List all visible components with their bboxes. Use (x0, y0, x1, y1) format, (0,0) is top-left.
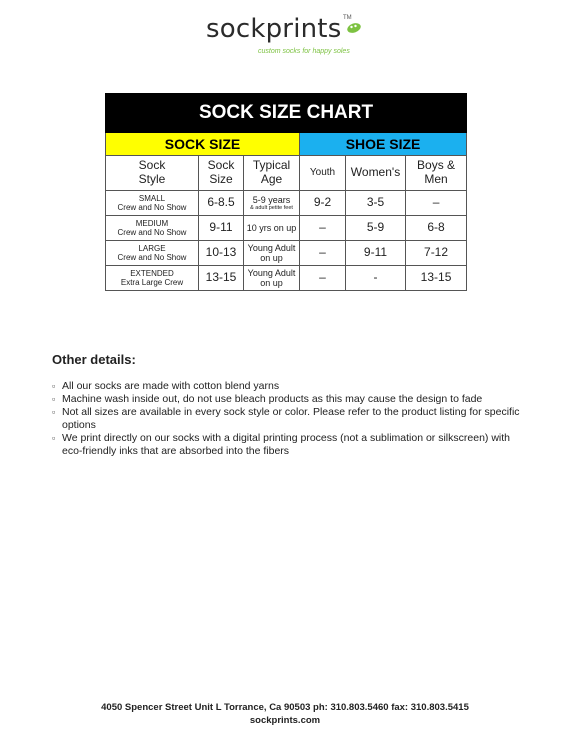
table-row (106, 266, 467, 291)
youth-size-cell: 9-2 (300, 191, 346, 216)
table-row (106, 216, 467, 241)
list-item: ▫ Machine wash inside out, do not use bleach products as this may cause the design to fade (52, 393, 483, 405)
bullet-icon: ▫ (52, 433, 56, 443)
sock-size-chart (105, 93, 467, 291)
column-header-typical-age: Typical Age (244, 156, 300, 191)
brand-tagline: custom socks for happy soles (258, 48, 350, 55)
chart-title: SOCK SIZE CHART (106, 94, 467, 133)
sock-size-cell: 10-13 (199, 241, 244, 266)
footer-website: sockprints.com (249, 715, 321, 726)
other-details-heading: Other details: (52, 352, 136, 367)
sock-size-section-header: SOCK SIZE (106, 133, 300, 156)
womens-size-cell: 9-11 (346, 241, 406, 266)
column-header-boys-men: Boys & Men (406, 156, 467, 191)
womens-size-cell: 3-5 (346, 191, 406, 216)
typical-age-cell: 5-9 years & adult petite feet (244, 191, 300, 216)
men-size-cell: 6-8 (406, 216, 467, 241)
youth-size-cell: – (300, 266, 346, 291)
womens-size-cell: 5-9 (346, 216, 406, 241)
brand-name: sockprints (206, 14, 342, 44)
youth-size-cell: – (300, 241, 346, 266)
bullet-icon: ▫ (52, 394, 56, 404)
column-header-sock-size: Sock Size (199, 156, 244, 191)
trademark-mark: TM (343, 15, 352, 21)
sock-style-cell: SMALL Crew and No Show (106, 191, 199, 216)
column-header-womens: Women's (346, 156, 406, 191)
typical-age-cell: Young Adult on up (244, 266, 300, 291)
shoe-size-section-header: SHOE SIZE (300, 133, 467, 156)
table-row (106, 241, 467, 266)
list-item: ▫ Not all sizes are available in every sock style or color. Please refer to the product listing for specific options (52, 406, 520, 431)
men-size-cell: 13-15 (406, 266, 467, 291)
womens-size-cell: - (346, 266, 406, 291)
table-row (106, 191, 467, 216)
bullet-icon: ▫ (52, 381, 56, 391)
typical-age-cell: 10 yrs on up (244, 216, 300, 241)
sock-style-cell: EXTENDED Extra Large Crew (106, 266, 199, 291)
typical-age-cell: Young Adult on up (244, 241, 300, 266)
bullet-icon: ▫ (52, 407, 56, 417)
brand-logo (206, 14, 386, 64)
column-header-sock-style: Sock Style (106, 156, 199, 191)
column-header-youth: Youth (300, 156, 346, 191)
details-list (52, 380, 532, 458)
youth-size-cell: – (300, 216, 346, 241)
list-item: ▫ We print directly on our socks with a digital printing process (not a sublimation or silkscreen) with eco-friendly inks that are absorbed into the fibers (52, 432, 510, 457)
sock-size-cell: 6-8.5 (199, 191, 244, 216)
sock-size-cell: 13-15 (199, 266, 244, 291)
footer-address: 4050 Spencer Street Unit L Torrance, Ca 90503 ph: 310.803.5460 fax: 310.803.5415 (101, 702, 469, 713)
men-size-cell: – (406, 191, 467, 216)
sock-style-cell: LARGE Crew and No Show (106, 241, 199, 266)
list-item: ▫ All our socks are made with cotton blend yarns (52, 380, 280, 392)
sock-style-cell: MEDIUM Crew and No Show (106, 216, 199, 241)
sock-logo-icon (346, 22, 362, 34)
men-size-cell: 7-12 (406, 241, 467, 266)
sock-size-cell: 9-11 (199, 216, 244, 241)
